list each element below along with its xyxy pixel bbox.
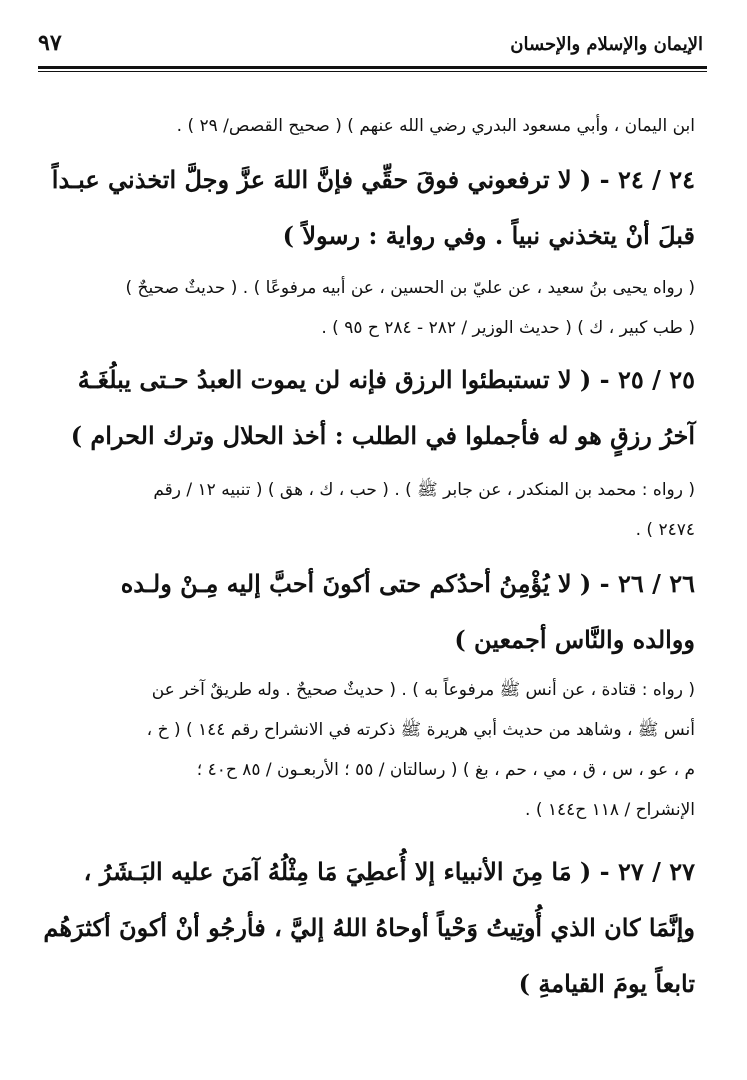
text-line: ( رواه : محمد بن المنكدر ، عن جابر ﷺ ) . ( حب ، ك ، هق ) ( تنبيه ١٢ / رقم	[153, 480, 695, 500]
hadith-text	[40, 352, 695, 464]
header-rule-thick	[38, 66, 707, 69]
text-line: آخرُ رزقٍ هو له فأجملوا في الطلب : أخذ الحلال وترك الحرام )	[70, 421, 695, 450]
text-line: أنس ﷺ ، وشاهد من حديث أبي هريرة ﷺ ذكرته في الانشراح رقم ١٤٤ ) ( خ ،	[146, 720, 695, 740]
text-line: تابعاً يومَ القيامةِ )	[518, 969, 695, 998]
page-number: ٩٧	[38, 30, 62, 56]
text-line: م ، عو ، س ، ق ، مي ، حم ، بغ ) ( رسالتان / ٥٥ ؛ الأربعـون / ٨٥ ح٤٠ ؛	[196, 760, 695, 780]
text-line: ( رواه : قتادة ، عن أنس ﷺ مرفوعاً به ) . ( حديثٌ صحيحٌ . وله طريقٌ آخر عن	[151, 680, 695, 700]
running-title: الإيمان والإسلام والإحسان	[510, 34, 703, 55]
source-note	[40, 670, 695, 830]
source-note	[40, 106, 695, 146]
text-line: ٢٦ / ٢٦ - ( لا يُؤْمِنُ أحدُكم حتى أكونَ أحبَّ إليه مِـنْ ولـده	[120, 569, 695, 598]
text-line: ابن اليمان ، وأبي مسعود البدري رضي الله عنهم ) ( صحيح القصص/ ٢٩ ) .	[176, 116, 695, 136]
text-line: ٢٥ / ٢٥ - ( لا تستبطئوا الرزق فإنه لن يموت العبدُ حـتى يبلُغَـهُ	[77, 365, 695, 394]
hadith-text	[40, 844, 695, 1012]
text-line: ووالده والنَّاس أجمعين )	[454, 625, 695, 654]
text-line: قبلَ أنْ يتخذني نبياً . وفي رواية : رسولاً )	[282, 221, 695, 250]
header-rule-thin	[38, 71, 707, 72]
text-line: الإنشراح / ١١٨ ح١٤٤ ) .	[525, 800, 695, 820]
source-note	[40, 470, 695, 550]
source-note	[40, 268, 695, 348]
text-line: ( طب كبير ، ك ) ( حديث الوزير / ٢٨٢ - ٢٨٤ ح ٩٥ ) .	[321, 318, 695, 338]
hadith-text	[40, 556, 695, 668]
page-header	[38, 28, 707, 66]
text-line: ٢٤ / ٢٤ - ( لا ترفعوني فوقَ حقِّي فإنَّ اللهَ عزَّ وجلَّ اتخذني عبـداً	[51, 165, 695, 194]
text-line: ٢٤٧٤ ) .	[635, 520, 695, 540]
text-line: ٢٧ / ٢٧ - ( مَا مِنَ الأنبياء إلا أُعطِيَ مَا مِثْلُهُ آمَنَ عليه البَـشَرُ ،	[83, 857, 695, 886]
text-line: وإنَّمَا كان الذي أُوتِيتُ وَحْياً أوحاهُ اللهُ إليَّ ، فأرجُو أنْ أكونَ أكثرَهُم	[43, 913, 695, 942]
text-line: ( رواه يحيى بنُ سعيد ، عن عليّ بن الحسين ، عن أبيه مرفوعًا ) . ( حديثٌ صحيحٌ )	[125, 278, 695, 298]
hadith-text	[40, 152, 695, 264]
